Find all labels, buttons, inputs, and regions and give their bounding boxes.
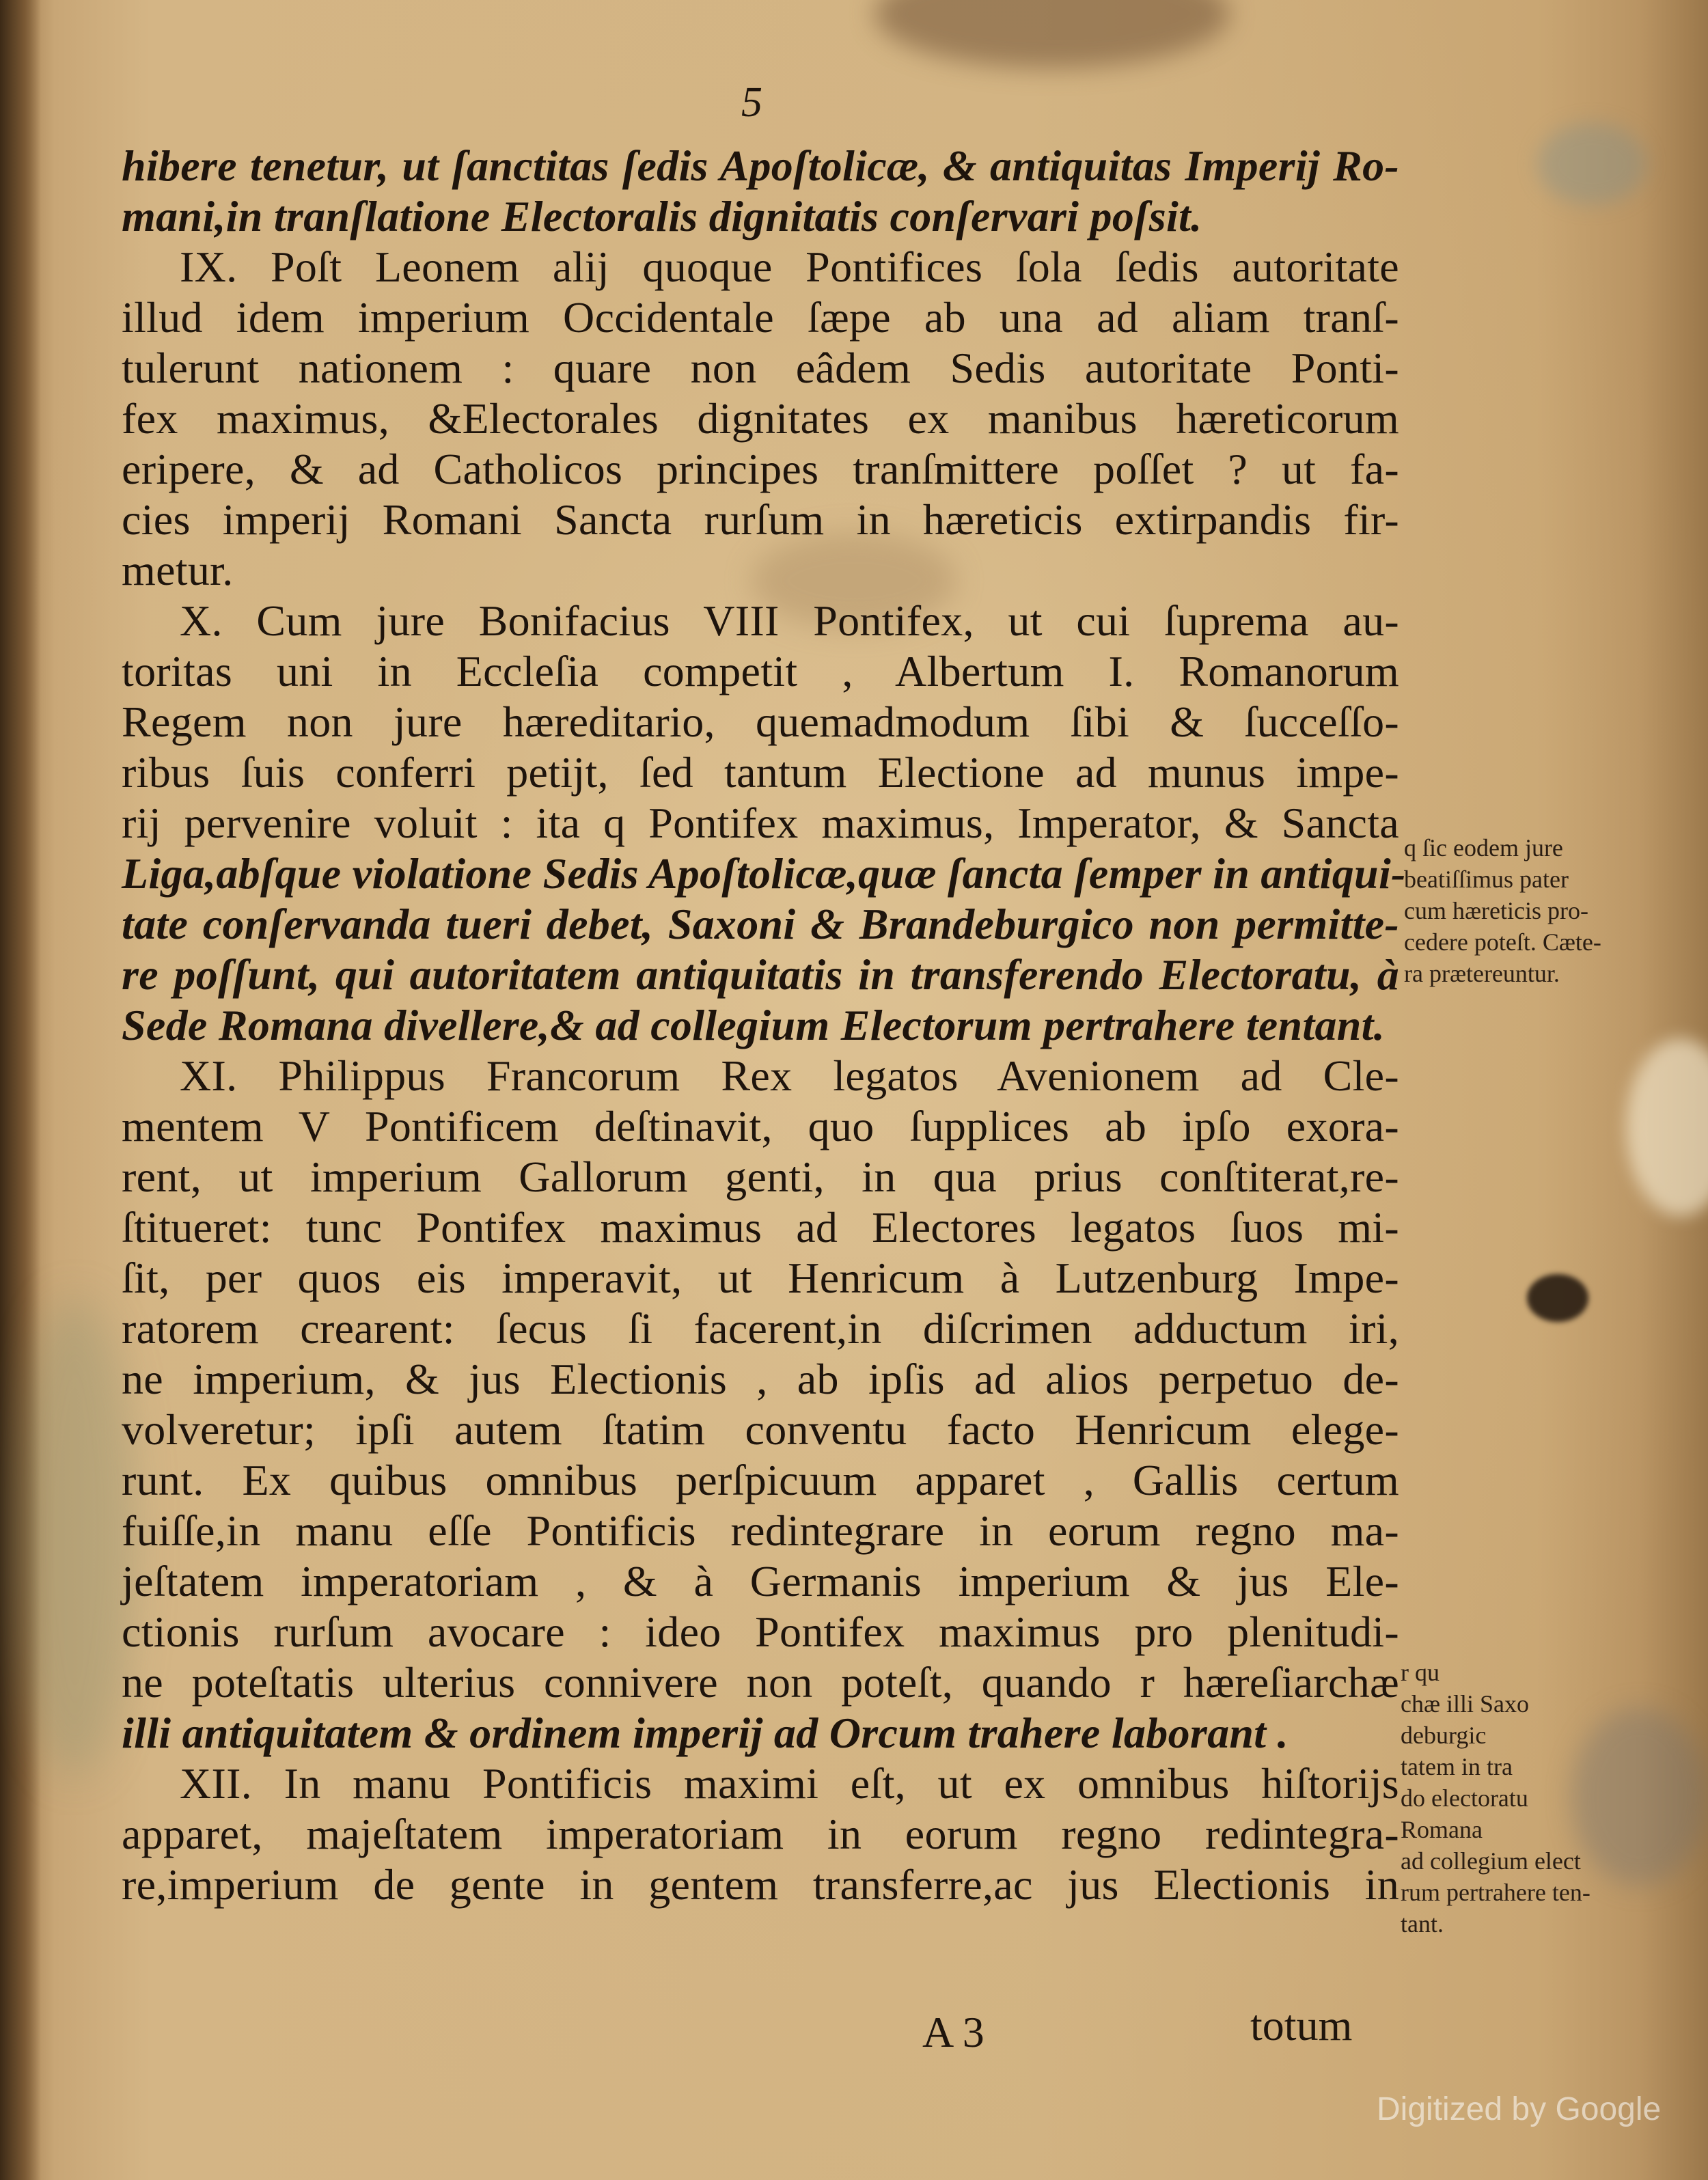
text-line: illi antiquitatem & ordinem imperij ad Orcum trahere laborant .: [122, 1709, 1289, 1757]
text-line: ribus ſuis conferri petijt, ſed tantum Electione ad munus impe-: [122, 748, 1399, 797]
margin-note-line: tant.: [1401, 1910, 1444, 1937]
text-line: ſit, per quos eis imperavit, ut Henricum à Lutzenburg Impe-: [122, 1254, 1399, 1302]
margin-note-line: q ſic eodem jure: [1404, 834, 1563, 861]
text-line: rij pervenire voluit : ita q Pontifex maximus, Imperator, & Sancta: [122, 799, 1399, 847]
text-line: illud idem imperium Occidentale ſæpe ab una ad aliam tranſ-: [122, 293, 1399, 342]
text-line: ne poteſtatis ulterius connivere non poteſt, quando r hæreſiarchæ: [122, 1658, 1399, 1707]
margin-note-line: Romana: [1401, 1816, 1483, 1843]
text-line: ctionis rurſum avocare : ideo Pontifex maximus pro plenitudi-: [122, 1608, 1399, 1656]
margin-note-line: deburgic: [1401, 1722, 1487, 1749]
signature-mark: A 3: [922, 2008, 984, 2056]
text-line: jeſtatem imperatoriam , & à Germanis imperium & jus Ele-: [122, 1557, 1399, 1605]
text-line: volveretur; ipſi autem ſtatim conventu facto Henricum elege-: [122, 1405, 1399, 1454]
digitization-watermark: Digitized by Google: [1377, 2091, 1662, 2127]
text-line: XII. In manu Pontificis maximi eſt, ut ex omnibus hiſtorijs: [180, 1759, 1399, 1808]
text-line: tulerunt nationem : quare non eâdem Sedis autoritate Ponti-: [122, 344, 1399, 392]
text-line: mani,in tranſlatione Electoralis dignitatis conſervari poſsit.: [122, 192, 1202, 240]
margin-note-line: rum pertrahere ten-: [1401, 1879, 1590, 1906]
ink-blot: [1527, 1274, 1588, 1322]
text-line: toritas uni in Eccleſia competit , Albertum I. Romanorum: [122, 647, 1399, 695]
text-line: re,imperium de gente in gentem transferre,ac jus Electionis in: [122, 1860, 1399, 1909]
stain: [1626, 1038, 1708, 1216]
text-line: hibere tenetur, ut ſanctitas ſedis Apoſtolicæ, & antiquitas Imperij Ro-: [122, 141, 1399, 190]
margin-note-line: tatem in tra: [1401, 1753, 1513, 1780]
text-line: Liga,abſque violatione Sedis Apoſtolicæ,quæ ſancta ſemper in antiqui-: [122, 849, 1406, 898]
text-line: X. Cum jure Bonifacius VIII Pontifex, ut cui ſuprema au-: [180, 596, 1399, 645]
margin-note-line: ra prætereuntur.: [1404, 960, 1560, 987]
text-line: tate conſervanda tueri debet, Saxoni & Brandeburgico non permitte-: [122, 900, 1399, 948]
margin-note-q: [1404, 832, 1708, 989]
text-line: ratorem crearent: ſecus ſi facerent,in diſcrimen adductum iri,: [122, 1304, 1399, 1353]
margin-note-line: r qu: [1401, 1659, 1440, 1686]
margin-note-line: ad collegium elect: [1401, 1847, 1581, 1875]
stain: [1537, 123, 1647, 205]
text-line: fuiſſe,in manu eſſe Pontificis redintegrare in eorum regno ma-: [122, 1506, 1399, 1555]
text-line: mentem V Pontificem deſtinavit, quo ſupplices ab ipſo exora-: [122, 1102, 1399, 1150]
text-line: XI. Philippus Francorum Rex legatos Avenionem ad Cle-: [180, 1051, 1399, 1100]
stain: [14, 1298, 137, 1776]
text-line: cies imperij Romani Sancta rurſum in hæreticis extirpandis fir-: [122, 495, 1399, 544]
text-line: fex maximus, &Electorales dignitates ex manibus hæreticorum: [122, 394, 1399, 443]
text-line: re poſſunt, qui autoritatem antiquitatis in transferendo Electoratu, à: [122, 950, 1399, 999]
stain: [874, 0, 1230, 68]
margin-note-line: cedere poteſt. Cæte-: [1404, 928, 1601, 956]
text-line: Sede Romana divellere,& ad collegium Electorum pertrahere tentant.: [122, 1001, 1386, 1049]
text-line: ſtitueret: tunc Pontifex maximus ad Electores legatos ſuos mi-: [122, 1203, 1399, 1252]
text-line: apparet, majeſtatem imperatoriam in eorum regno redintegra-: [122, 1810, 1399, 1858]
text-line: runt. Ex quibus omnibus perſpicuum apparet , Gallis certum: [122, 1456, 1399, 1504]
text-line: IX. Poſt Leonem alij quoque Pontifices ſola ſedis autoritate: [180, 243, 1399, 291]
binding-gutter-shadow: [0, 0, 41, 2180]
margin-note-line: cum hæreticis pro-: [1404, 897, 1588, 924]
text-line: metur.: [122, 546, 234, 594]
margin-note-r: [1401, 1657, 1708, 1940]
margin-note-line: chæ illi Saxo: [1401, 1690, 1529, 1717]
catchword: totum: [1250, 2001, 1353, 2050]
page-number: 5: [741, 79, 762, 126]
margin-note-line: do electoratu: [1401, 1784, 1528, 1812]
text-line: Regem non jure hæreditario, quemadmodum ſibi & ſucceſſo-: [122, 698, 1399, 746]
margin-note-line: beatiſſimus pater: [1404, 866, 1569, 893]
text-line: eripere, & ad Catholicos principes tranſmittere poſſet ? ut fa-: [122, 445, 1399, 493]
text-line: rent, ut imperium Gallorum genti, in qua prius conſtiterat,re-: [122, 1153, 1399, 1201]
text-line: ne imperium, & jus Electionis , ab ipſis ad alios perpetuo de-: [122, 1355, 1399, 1403]
